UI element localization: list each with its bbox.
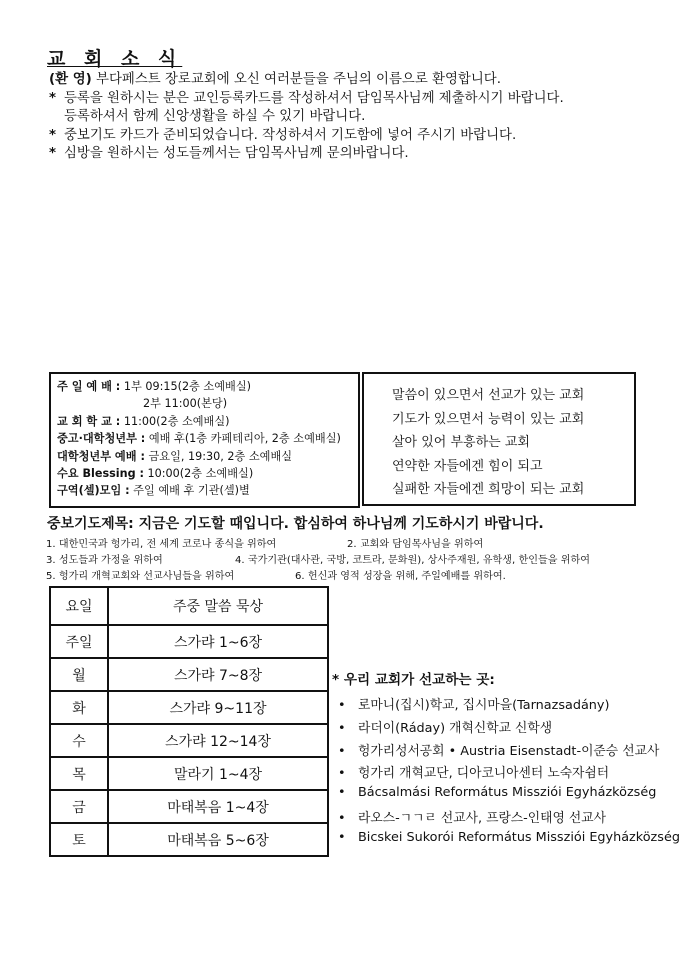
- mission-item: [338, 762, 609, 781]
- mission-item: [338, 830, 680, 845]
- prayer-item: 1. 대한민국과 헝가리, 전 세계 코로나 종식을 위하여: [46, 539, 277, 550]
- reading-cell: 스가랴 9~11장: [108, 691, 328, 724]
- announcement-item: [49, 89, 564, 108]
- mission-item: [338, 807, 606, 826]
- schedule-text: 금요일, 19:30, 2층 소예배실: [144, 449, 293, 463]
- mission-text: 헝가리성서공회 • Austria Eisenstadt-이준승 선교사: [358, 744, 660, 759]
- bullet-star: *: [49, 91, 57, 106]
- bullet-dot: •: [338, 830, 346, 845]
- schedule-text: 2부 11:00(본당): [143, 397, 228, 411]
- bullet-dot: •: [338, 811, 346, 826]
- mission-text: 라더이(Ráday) 개혁신학교 신학생: [358, 721, 553, 736]
- header-reading: 주중 말씀 묵상: [108, 587, 328, 625]
- schedule-label: 주 일 예 배 :: [57, 380, 121, 393]
- schedule-row: [57, 482, 352, 499]
- prayer-item: 3. 성도들과 가정을 위하여: [46, 555, 163, 566]
- worship-schedule-box: [49, 372, 360, 508]
- reading-cell: 마태복음 5~6장: [108, 823, 328, 856]
- schedule-row: [57, 448, 352, 465]
- reading-cell: 스가랴 12~14장: [108, 724, 328, 757]
- prayer-line: [46, 567, 506, 582]
- bullet-dot: •: [338, 766, 346, 781]
- day-cell: 주일: [50, 625, 108, 658]
- header-day: 요일: [50, 587, 108, 625]
- vision-line: 연약한 자들에겐 힘이 되고: [392, 458, 543, 474]
- page-title: 교 회 소 식: [47, 48, 183, 70]
- mission-text: 로마니(집시)학교, 집시마을(Tarnazsadány): [358, 698, 610, 713]
- schedule-label: 대학청년부 예배 :: [57, 449, 145, 463]
- mission-text: 헝가리 개혁교단, 디아코니아센터 노숙자쉼터: [358, 766, 610, 781]
- schedule-row: [57, 430, 352, 447]
- mission-item: [338, 717, 552, 736]
- mission-text: Bácsalmási Református Missziói Egyházközség: [358, 785, 657, 800]
- table-row: [50, 658, 328, 691]
- prayer-item: 4. 국가기관(대사관, 국방, 코트라, 문화원), 상사주재원, 유학생, 한인들을 위하여: [235, 555, 590, 566]
- bullet-dot: •: [338, 721, 346, 736]
- mission-item: [338, 785, 656, 800]
- table-row: [50, 790, 328, 823]
- day-cell: 금: [50, 790, 108, 823]
- schedule-row: [57, 413, 352, 430]
- day-cell: 목: [50, 757, 108, 790]
- schedule-text: 1부 09:15(2층 소예배실): [120, 380, 252, 393]
- schedule-label: 수요 Blessing :: [57, 467, 144, 481]
- prayer-item: 6. 헌신과 영적 성장을 위해, 주일예배를 위하여.: [295, 571, 506, 582]
- announcement-item: [49, 144, 409, 163]
- reading-cell: 스가랴 7~8장: [108, 658, 328, 691]
- church-vision-box: [362, 372, 636, 506]
- bullet-dot: •: [338, 698, 346, 713]
- bullet-star: *: [49, 146, 57, 161]
- prayer-line: [46, 551, 590, 566]
- announcement-text: 등록하셔서 함께 신앙생활을 하실 수 있기 바랍니다.: [64, 109, 366, 124]
- bullet-dot: •: [338, 785, 346, 800]
- mission-title: * 우리 교회가 선교하는 곳:: [332, 672, 495, 688]
- day-cell: 수: [50, 724, 108, 757]
- schedule-label: 교 회 학 교 :: [57, 414, 121, 428]
- announcement-text: 심방을 원하시는 성도들께서는 담임목사님께 문의바랍니다.: [64, 146, 409, 161]
- table-row: [50, 691, 328, 724]
- reading-cell: 마태복음 1~4장: [108, 790, 328, 823]
- bullet-star: *: [49, 128, 57, 143]
- mission-item: [338, 740, 659, 759]
- welcome-label: (환 영): [49, 72, 92, 87]
- welcome-text: 부다페스트 장로교회에 오신 여러분들을 주님의 이름으로 환영합니다.: [91, 72, 501, 87]
- reading-cell: 말라기 1~4장: [108, 757, 328, 790]
- bullet-dot: •: [338, 744, 346, 759]
- reading-cell: 스가랴 1~6장: [108, 625, 328, 658]
- schedule-row: [57, 465, 352, 482]
- vision-line: 말씀이 있으면서 선교가 있는 교회: [392, 388, 585, 403]
- schedule-row: [57, 395, 352, 412]
- announcement-item: [49, 107, 365, 126]
- table-row: [50, 823, 328, 856]
- table-row: [50, 724, 328, 757]
- day-cell: 토: [50, 823, 108, 856]
- schedule-text: 10:00(2층 소예배실): [143, 467, 254, 481]
- day-cell: 월: [50, 658, 108, 691]
- schedule-text: 주일 예배 후 기관(셀)별: [129, 484, 250, 498]
- mission-item: [338, 694, 610, 713]
- mission-text: Bicskei Sukorói Református Missziói Egyházközség: [358, 830, 680, 845]
- prayer-item: 5. 헝가리 개혁교회와 선교사님들을 위하여: [46, 571, 235, 582]
- schedule-row: [57, 378, 352, 395]
- vision-line: 실패한 자들에겐 희망이 되는 교회: [392, 482, 585, 497]
- weekly-reading-table: [49, 586, 329, 857]
- schedule-text: 11:00(2층 소예배실): [120, 414, 230, 428]
- table-row: [50, 757, 328, 790]
- prayer-item: 2. 교회와 담임목사님을 위하여: [347, 539, 484, 550]
- prayer-title: 중보기도제목: 지금은 기도할 때입니다. 합심하여 하나님께 기도하시기 바랍니다.: [47, 516, 544, 532]
- announcement-text: 등록을 원하시는 분은 교인등록카드를 작성하셔서 담임목사님께 제출하시기 바랍니다.: [64, 91, 564, 106]
- schedule-label: 구역(셀)모임 :: [57, 484, 130, 498]
- table-row: [50, 625, 328, 658]
- vision-line: 살아 있어 부흥하는 교회: [392, 435, 530, 450]
- prayer-line: [46, 535, 483, 550]
- schedule-label: 중고·대학청년부 :: [57, 432, 146, 446]
- table-header-row: [50, 587, 328, 625]
- announcement-item: [49, 126, 516, 145]
- day-cell: 화: [50, 691, 108, 724]
- mission-text: 라오스-ㄱㄱㄹ 선교사, 프랑스-인태영 선교사: [358, 811, 607, 826]
- welcome-line: [49, 70, 501, 89]
- announcement-text: 중보기도 카드가 준비되었습니다. 작성하셔서 기도함에 넣어 주시기 바랍니다.: [64, 128, 517, 143]
- schedule-text: 예배 후(1층 카페테리아, 2층 소예배실): [145, 432, 341, 446]
- vision-line: 기도가 있으면서 능력이 있는 교회: [392, 411, 585, 427]
